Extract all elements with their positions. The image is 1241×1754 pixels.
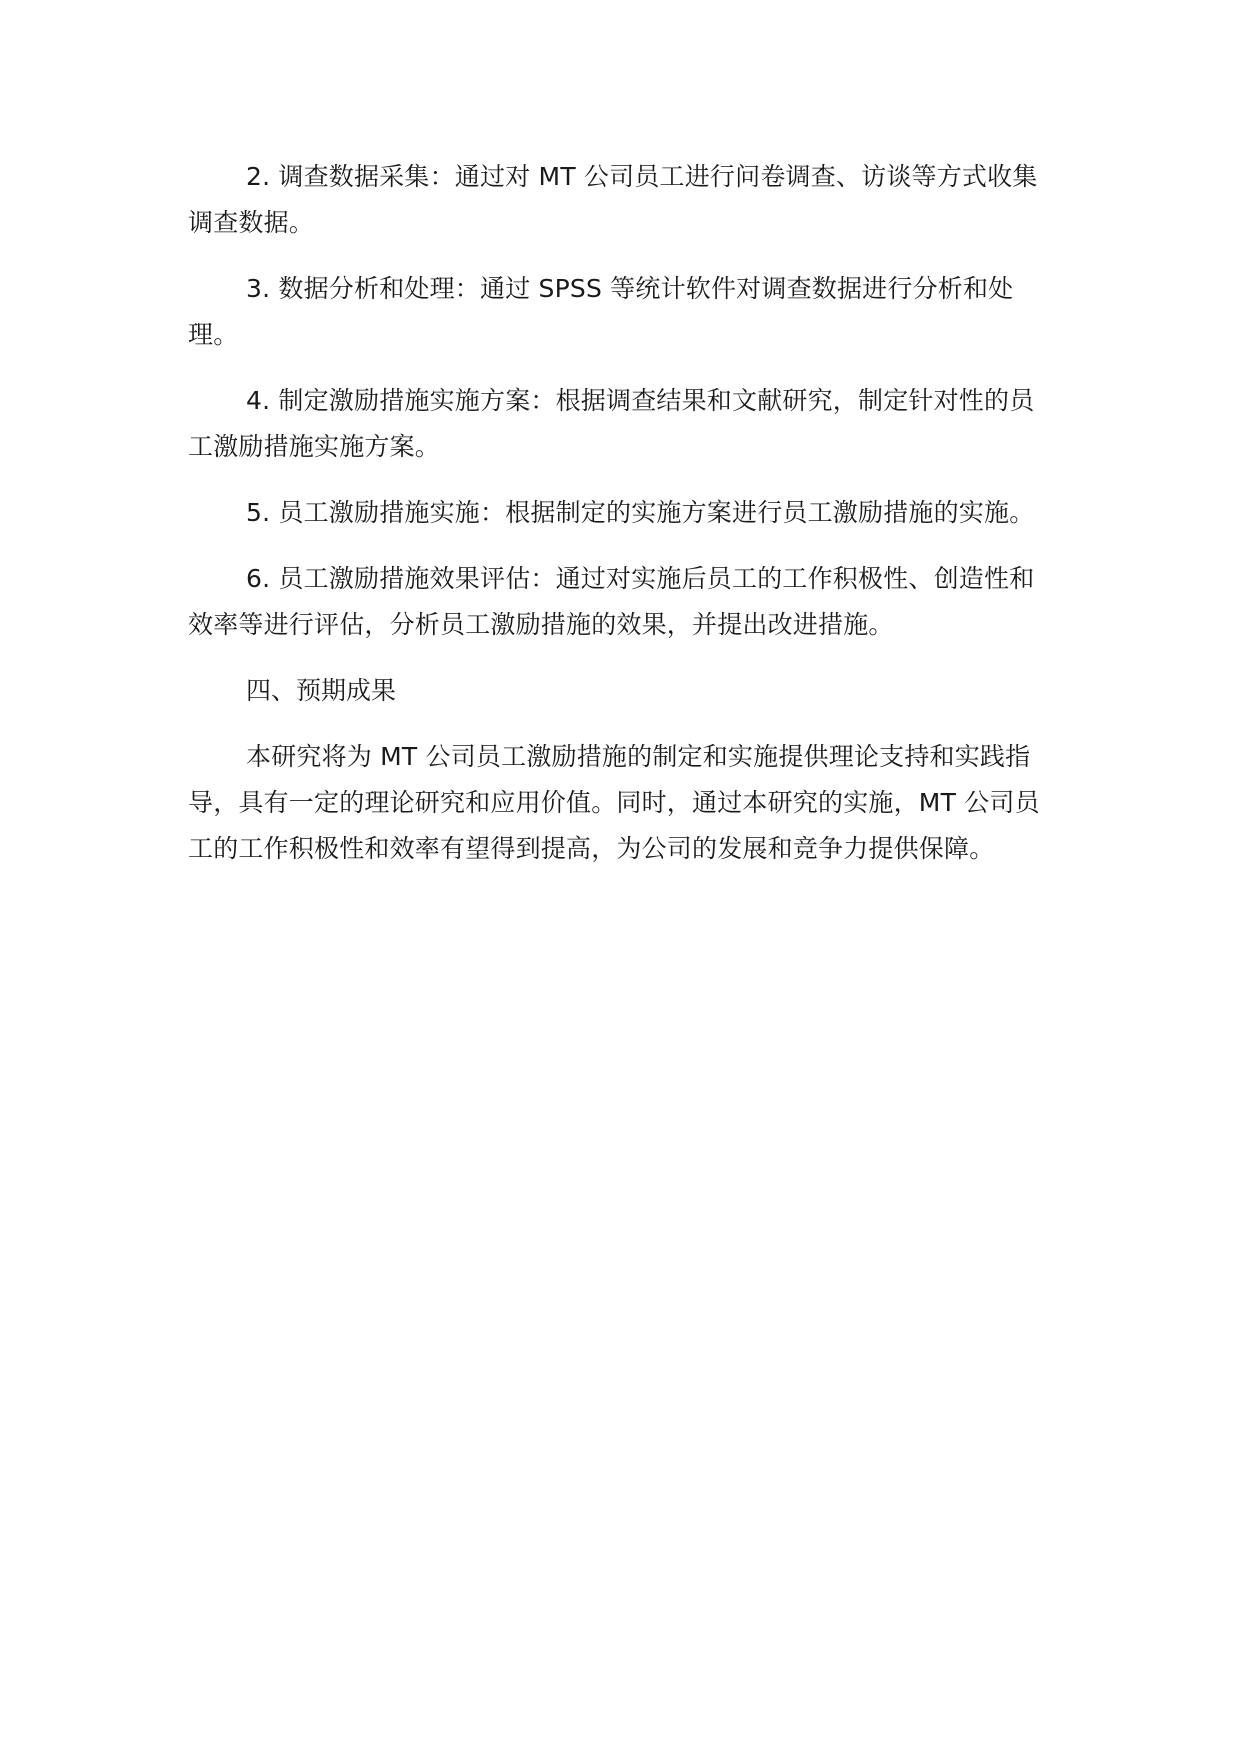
paragraph-step-5: 5. 员工激励措施实施：根据制定的实施方案进行员工激励措施的实施。 [246,498,1035,527]
document-body [188,154,1048,892]
paragraph-expected-results: 本研究将为 MT 公司员工激励措施的制定和实施提供理论支持和实践指导，具有一定的理论研究和应用价值。同时，通过本研究的实施，MT 公司员工的工作积极性和效率有望得到提高，为公司的发展和竞争力提供保障。 [188,742,1040,863]
paragraph-step-2: 2. 调查数据采集：通过对 MT 公司员工进行问卷调查、访谈等方式收集调查数据。 [188,162,1038,237]
paragraph-step-6: 6. 员工激励措施效果评估：通过对实施后员工的工作积极性、创造性和效率等进行评估，分析员工激励措施的效果，并提出改进措施。 [188,564,1035,639]
paragraph-step-3: 3. 数据分析和处理：通过 SPSS 等统计软件对调查数据进行分析和处理。 [188,274,1014,349]
section-heading: 四、预期成果 [246,676,397,705]
paragraph-step-4: 4. 制定激励措施实施方案：根据调查结果和文献研究，制定针对性的员工激励措施实施方案。 [188,386,1035,461]
